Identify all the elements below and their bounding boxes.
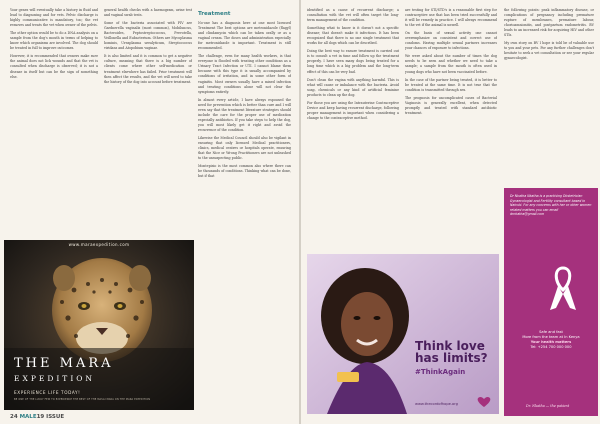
author-bio-text: Dr Nkatha Nkatha is a practising Obstetrician Gynaecologist and Fertility consultant based in Nairobi. For any concerns with her or other women related matters you can email drnkatha@gmail.com xyxy=(510,194,592,217)
body-paragraph: the following points: peak inflammatory disease, or complications of pregnancy including premature rupture of membranes, premature labour, chorioamnionitis, and postpartum endometritis. BV leads to an increased risk for acquiring HIV and other STIs. xyxy=(504,8,594,38)
body-paragraph: The challenge, even for many health workers, is that everyone is flooded with treating other conditions as a Urinary Tract Infection or UTI. I cannot blame them because with this type it is usually accompanied by conditions of irritation, and in some other form of vaginitis. Most owners usually have a mixed infection and treating conditions alone will not clear the symptoms entirely. xyxy=(198,54,291,94)
left-column-2 xyxy=(104,8,192,260)
body-paragraph: In the case of the partner being treated, it is better to be treated at the same time. It is not true that the condition is transmitted through sex. xyxy=(405,77,497,92)
footer-issue: 19 ISSUE xyxy=(36,414,65,420)
body-paragraph: Likewise the Medical Council should also be vigilant in ensuring that only licensed Medical practitioners, clinics, medical centres or hospitals operate, ensuring that the Nice or Wrong Practitioners are not unleashed to the unsuspecting public. xyxy=(198,135,291,161)
body-paragraph: It is also limited and it is common to get a negative culture, meaning that there is a big number of clients come where other self-medication or treatment elsewhere has failed. Prior treatment will then affect the results, and the vet will need to take the history of the dog into account before treatment. xyxy=(104,54,192,84)
body-paragraph: In almost every article, I have always espoused the need for prevention which is better than cure and I will even say that the treatment literature strategies should include the care for the proper use of medication especially antibiotics. If you take steps to help the dog, you will most likely get it right and avoid the recurrence of the condition. xyxy=(198,97,291,132)
mara-small-print: BE ONE OF THE LUCKY FEW TO EXPERIENCE THE BEST OF THE MASAI MARA ON THE MARA EXPEDITION xyxy=(14,398,151,401)
body-paragraph: Montepisio is the most common also where there can be thousands of conditions. Thinking what can be done, but if that xyxy=(198,164,291,179)
bio-line: More from the team at In Kenya xyxy=(522,335,580,339)
body-paragraph: Don't clean the vagina with anything harmful. This is what will cause or imbalance with the bacteria. Avoid soap, chemicals or any kind of artificial feminine products to clean up the dog. xyxy=(307,77,399,97)
body-paragraph: general health checks with a haemogram, urine test and vaginal swab tests. xyxy=(104,8,192,18)
love-headline-line: has limits? xyxy=(415,351,488,365)
body-paragraph: For those you are using the Intrauterine Contraceptive Device and keep having recurrent discharge, following proper management is important when considering a change to the contraceptive method. xyxy=(307,100,399,120)
body-paragraph: On the basis of sexual activity one cannot overemphasize on consistent and correct use of condoms. Having multiple sexual partners increases your chances of exposure to infections. xyxy=(405,31,497,51)
page-footer xyxy=(10,414,64,420)
love-url[interactable]: www.thecordofhope.org xyxy=(415,402,458,406)
author-bio-box xyxy=(504,188,598,416)
right-column-2 xyxy=(405,8,497,252)
think-love-ad[interactable] xyxy=(307,254,499,414)
love-headline-line: Think love xyxy=(415,339,485,353)
footer-brand: MALE xyxy=(19,414,37,420)
mara-expedition-ad[interactable] xyxy=(4,240,194,410)
right-column-3 xyxy=(504,8,594,186)
bio-accent: Your health matters xyxy=(530,340,572,344)
page-number: 24 xyxy=(10,414,18,420)
woman-photo xyxy=(307,254,499,414)
love-hashtag: #ThinkAgain xyxy=(415,368,466,376)
mara-subtitle: EXPEDITION xyxy=(14,374,95,383)
left-column-1 xyxy=(10,8,98,260)
bio-contact-lines xyxy=(516,330,586,350)
bio-signature: Dr. Nkatha — the patient xyxy=(526,404,570,408)
body-paragraph: Doing the best way to ensure treatment is carried out is to consult a vet in time and follow up the treatment properly. I have seen many dogs being treated for a long time which is a big problem and the long-term effect of this can be very bad. xyxy=(307,49,399,74)
body-paragraph: identified as a cause of recurrent discharge; a consultation with the vet will often target the long-term management of the condition. xyxy=(307,8,399,23)
heart-logo-icon xyxy=(475,396,493,408)
body-paragraph: Something what to know is it doesn't not a specific disease; that doesn't make it infectious. It has been recognized that there is no one single treatment that works for all dogs which can be described. xyxy=(307,26,399,46)
mara-url[interactable]: www.maraexpedition.com xyxy=(68,242,130,247)
body-paragraph: We were asked about the number of times the dog needs to be seen and whether we need to take a sample; a sample from the mouth is often used in young dogs who have not been vaccinated before. xyxy=(405,54,497,74)
body-paragraph: Some of the bacteria associated with PIV are Gardnerella vaginalis (most common), Mobiluncus, Bacteroides, Peptostreptococcus, Prevotella, Veillonella and Eubacterium. Others are Mycoplasma hominis, Ureaplasma urealyticum, Streptococcus viridans and Atopobium vaginae. xyxy=(104,21,192,51)
body-paragraph: However, it is recommended that owners make sure the animal does not lick wounds and that the vet is consulted when discharge is observed; it is not a disease in itself but can be the sign of something else. xyxy=(10,54,98,79)
body-paragraph: The prognosis for uncomplicated cases of Bacterial Vaginosis is generally excellent, when detected promptly and treated with standard antibiotic treatment. xyxy=(405,95,497,115)
body-paragraph: No-one has a diagnosis here at one most licensed Treatment The best options are metronidazole (flagyl) and clindamycin which can be taken orally or as a vaginal cream. The doses and administration especially for metronidazole is important. Treatment is still recommended. xyxy=(198,21,291,51)
right-page xyxy=(301,0,600,424)
body-paragraph: My own story on BV I hope is told be of valuable use to you and your pets. For any further challenges don't hesitate to seek a vet consultation or see your regular gynaecologist. xyxy=(504,41,594,61)
mara-tagline: EXPERIENCE LIFE TODAY! xyxy=(14,390,81,395)
love-headline xyxy=(415,340,499,364)
leopard-photo xyxy=(4,240,194,410)
section-heading-treatment: Treatment xyxy=(198,11,231,17)
right-column-1 xyxy=(307,8,399,248)
body-paragraph: are testing for STI/STD's is a reasonable first step for contraceptive use that has been tried successfully and it will be remedy in practice. I will always recommend to the vet if the animal is unwell. xyxy=(405,8,497,28)
left-column-3 xyxy=(198,8,291,398)
bio-line: Safe and fast xyxy=(539,330,563,334)
body-paragraph: The other option would be to do a DNA analysis on a sample from the dog's mouth in terms of helping to know which organisms are involved. The dog should be treated in full to improve outcomes. xyxy=(10,31,98,51)
mara-title: THE MARA xyxy=(14,356,114,371)
body-paragraph: Your genes will eventually take a history in fluid and lead to diagnosing and for vets. Pelvic discharge is highly communicative is mandatory, too; the vet removes and treats the vet when owner of the pelvis. xyxy=(10,8,98,28)
bio-line: Tel: +254 700 000 000 xyxy=(530,345,572,349)
left-page xyxy=(0,0,299,424)
awareness-ribbon-icon xyxy=(544,264,582,314)
